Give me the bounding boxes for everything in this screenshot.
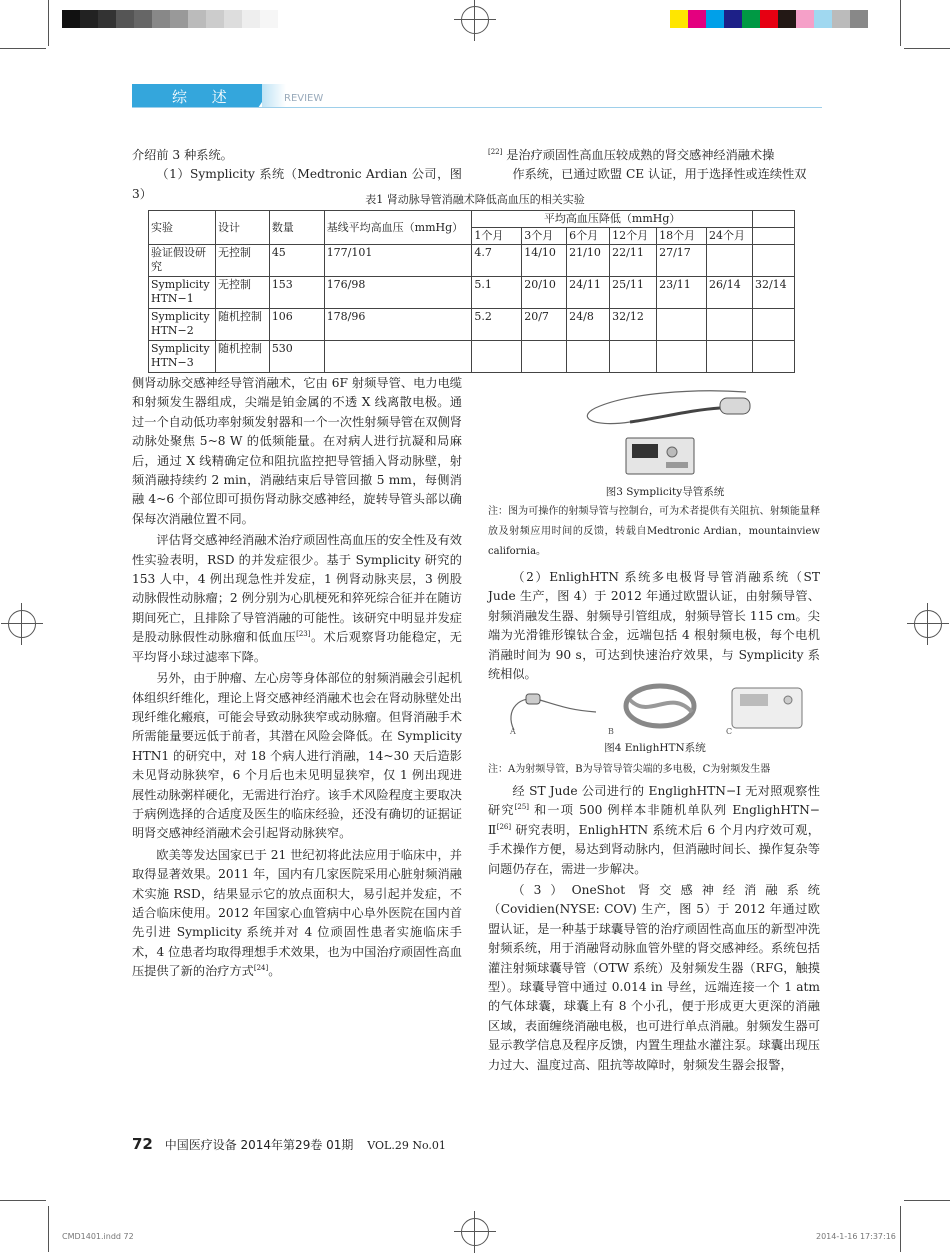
paragraph (132, 531, 462, 667)
table-cell: 无控制 (215, 277, 269, 309)
table-caption: 表1 肾动脉导管消融术降低高血压的相关实验 (365, 193, 585, 206)
header-cell: 基线平均高血压（mmHg） (324, 211, 472, 245)
table-cell: 26/14 (707, 277, 753, 309)
citation: [26] (496, 822, 512, 831)
table-cell: 14/10 (522, 245, 567, 277)
paragraph (132, 846, 462, 982)
slug-file: CMD1401.indd 72 (62, 1232, 134, 1241)
table-cell: Symplicity HTN−3 (149, 341, 216, 373)
table-cell: 32/12 (610, 309, 657, 341)
header-cell (752, 211, 794, 228)
figure-3-note: 注：图为可操作的射频导管与控制台，可为术者提供有关阻抗、射频能量释放及射频应用时间的反馈，转载自Medtronic Ardian，mountainview california。 (488, 506, 820, 557)
color-swatch-bar (670, 10, 868, 28)
text-run: 经 ST Jude 公司进行的 EnglighHTN−I 无对照观察性研究 (488, 784, 820, 818)
header-cell: 平均高血压降低（mmHg） (472, 211, 753, 228)
table-row (149, 277, 795, 309)
table-cell: 22/11 (610, 245, 657, 277)
figure-4-label-c: C (726, 727, 733, 736)
paragraph (488, 146, 818, 165)
header-cell: 实验 (149, 211, 216, 245)
table-cell: 4.7 (472, 245, 522, 277)
header-cell: 设计 (215, 211, 269, 245)
table-cell: 随机控制 (215, 309, 269, 341)
table-cell: 20/7 (522, 309, 567, 341)
volume-label: VOL.29 No.01 (367, 1139, 446, 1152)
citation: [25] (514, 803, 530, 812)
paragraph: 介绍前 3 种系统。 (132, 148, 233, 162)
paragraph: （1）Symplicity 系统（Medtronic Ardian 公司，图 3） (132, 167, 462, 201)
table-cell: 21/10 (567, 245, 610, 277)
table-cell: 45 (269, 245, 324, 277)
results-table (148, 210, 795, 373)
table-cell: 178/96 (324, 309, 472, 341)
table-cell: 验证假设研究 (149, 245, 216, 277)
table-cell: 5.1 (472, 277, 522, 309)
table-row (149, 341, 795, 373)
header-cell: 24个月 (707, 228, 753, 245)
citation: [24] (253, 964, 269, 973)
table-cell (522, 341, 567, 373)
table-cell (324, 341, 472, 373)
table-cell (657, 309, 707, 341)
header-cell: 18个月 (657, 228, 707, 245)
section-tag: REVIEW (284, 93, 324, 104)
text-run: 评估肾交感神经消融术治疗顽固性高血压的安全性及有效性实验表明，RSD 的并发症很少。基于 Symplicity 研究的 153 人中，4 例出现急性并发症，1 例肾动脉夹层，3 例股动脉假性动脉瘤；2 例分别为心肌梗死和猝死综合征并在随访期间死亡，且排除了导管消融的可能性。该研究中明显并发症是股动脉假性动脉瘤和低血压 (132, 533, 462, 645)
gray-swatch-bar (62, 10, 278, 28)
paragraph: 侧肾动脉交感神经导管消融术，它由 6F 射频导管、电力电缆和射频发生器组成，尖端是铂金属的不透 X 线离散电极。通过一个自动低功率射频发射器和一个一次性射频导管在双侧肾动脉处聚焦 5~8 W 的低频能量。在对病人进行抗凝和局麻后，通过 X 线精确定位和阻抗监控把导管插入肾动脉壁，射频消融持续约 2 min，消融结束后导管回撤 5 mm，每侧消融 4~6 个部位即可损伤肾动脉交感神经，旋转导管头部以确保每次消融位置不同。 (132, 376, 462, 526)
figure-4-label-a: A (510, 727, 516, 736)
header-cell: 12个月 (610, 228, 657, 245)
table-cell: Symplicity HTN−2 (149, 309, 216, 341)
table-cell: 177/101 (324, 245, 472, 277)
table-cell: 106 (269, 309, 324, 341)
citation: [22] (488, 148, 503, 156)
table-cell: 24/11 (567, 277, 610, 309)
header-cell: 1个月 (472, 228, 522, 245)
right-column-lower (488, 782, 820, 1075)
figure-4-image (500, 680, 810, 736)
right-column (488, 568, 820, 684)
table-row (149, 245, 795, 277)
table-cell: 23/11 (657, 277, 707, 309)
table-cell: 32/14 (752, 277, 794, 309)
header-cell: 3个月 (522, 228, 567, 245)
page-number: 72 (132, 1135, 153, 1153)
table-cell: 24/8 (567, 309, 610, 341)
table-cell (752, 245, 794, 277)
table-cell: 530 (269, 341, 324, 373)
registration-mark-top (461, 6, 489, 34)
table-cell: 27/17 (657, 245, 707, 277)
header-rule (132, 107, 822, 108)
header-cell: 6个月 (567, 228, 610, 245)
right-top-text (488, 146, 818, 185)
table-cell (707, 341, 753, 373)
table-cell (752, 341, 794, 373)
figure-3-image (570, 380, 760, 478)
header-fade (262, 84, 286, 108)
table-cell: 随机控制 (215, 341, 269, 373)
table-cell: 153 (269, 277, 324, 309)
figure-3-caption: 图3 Symplicity导管系统 (605, 486, 725, 498)
text-run: 研究表明，EnlighHTN 系统术后 6 个月内疗效可观，手术操作方便，易达到肾动脉内，但消融时间长、操作复杂等问题仍存在，需进一步解决。 (488, 822, 820, 876)
paragraph: 另外，由于肿瘤、左心房等身体部位的射频消融会引起机体组织纤维化，理论上肾交感神经消融术也会在肾动脉壁处出现纤维化瘢痕，可能会导致动脉狭窄或动脉瘤。但肾消融手术所需能量要远低于前者，其潜在风险会降低。在 Symplicity HTN1 的研究中，对 18 个病人进行消融，14~30 天后造影未见肾动脉狭窄，6 个月后也未见明显狭窄，仅 1 例出现进展性动脉粥样硬化，无需进行治疗。该手术风险程度主要取决于病例选择的合适度及医生的临床经验，还没有确切的证据证明肾交感神经消融术会引起肾动脉狭窄。 (132, 671, 462, 841)
text-run: 是治疗顽固性高血压较成熟的肾交感神经消融术操 (502, 148, 775, 162)
table-cell: 176/98 (324, 277, 472, 309)
table-cell (657, 341, 707, 373)
registration-mark-right (914, 610, 942, 638)
figure-4-note: 注：A为射频导管，B为导管导管尖端的多电极，C为射频发生器 (488, 764, 771, 775)
header-cell: 数量 (269, 211, 324, 245)
registration-mark-left (8, 610, 36, 638)
table-cell: Symplicity HTN−1 (149, 277, 216, 309)
paragraph (488, 782, 820, 879)
figure-4-caption: 图4 EnlighHTN系统 (604, 742, 706, 754)
table-cell: 25/11 (610, 277, 657, 309)
header-cell (752, 228, 794, 245)
paragraph: 作系统，已通过欧盟 CE 认证，用于选择性或连续性双 (512, 167, 807, 182)
table-cell (472, 341, 522, 373)
paragraph: （3）OneShot 肾交感神经消融系统（Covidien(NYSE: COV) 生产，图 5）于 2012 年通过欧盟认证，是一种基于球囊导管的治疗顽固性高血压的新型冲洗射频系统，用于消融肾动脉血管外壁的肾交感神经。系统包括灌注射频球囊导管（OTW 系统）及射频发生器（RFG，触摸型）。球囊导管中通过 0.014 in 导丝，远端连接一个 1 atm 的气体球囊，球囊上有 8 个小孔，便于形成更大更深的消融区域，表面缠绕消融电极，也可进行单点消融。射频发生器可显示教学信息及程序反馈，内置生理盐水灌注泵。球囊出现压力过大、温度过高、阻抗等故障时，射频发生器会报警， (488, 883, 820, 1072)
table-cell: 无控制 (215, 245, 269, 277)
table-cell (567, 341, 610, 373)
left-column (132, 374, 462, 982)
page-footer (132, 1135, 446, 1153)
text-run: 。 (268, 964, 281, 979)
table-cell (707, 309, 753, 341)
table-cell (707, 245, 753, 277)
paragraph: （2）EnlighHTN 系统多电极肾导管消融系统（ST Jude 生产，图 4）于 2012 年通过欧盟认证，由射频导管、射频消融发生器、射频导引管组成，射频导管长 115 cm。尖端为光滑锥形镍钛合金，远端包括 4 根射频电极，每个电机消融时间为 90 s，可达到快速治疗效果，与 Symplicity 系统相似。 (488, 570, 820, 682)
registration-mark-bottom (461, 1218, 489, 1246)
table-cell: 20/10 (522, 277, 567, 309)
figure-4-label-b: B (608, 727, 614, 736)
table-cell (752, 309, 794, 341)
table-cell: 5.2 (472, 309, 522, 341)
journal-name: 中国医疗设备 2014年第29卷 01期 (164, 1138, 354, 1152)
citation: [23] (296, 630, 311, 639)
text-run: 欧美等发达国家已于 21 世纪初将此法应用于临床中，并取得显著效果。2011 年，国内有几家医院采用心脏射频消融术实施 RSD，结果显示它的放点面积大，易引起并发症，不适合临床使用。2012 年国家心血管病中心阜外医院在国内首先引进 Symplicity 系统并对 4 位顽固性患者实施临床手术，4 位患者均取得理想手术效果，也为中国治疗顽固性高血压提供了新的治疗方式 (132, 847, 462, 979)
table-cell (610, 341, 657, 373)
text-run: 。术后观察肾功能稳定，无平均肾小球过滤率下降。 (132, 630, 462, 664)
text-run: 和一项 500 例样本非随机单队列 EnglighHTN− Ⅱ (488, 803, 821, 837)
slug-timestamp: 2014-1-16 17:37:16 (816, 1232, 896, 1241)
section-label: 综 述 (172, 88, 237, 106)
table-row (149, 309, 795, 341)
